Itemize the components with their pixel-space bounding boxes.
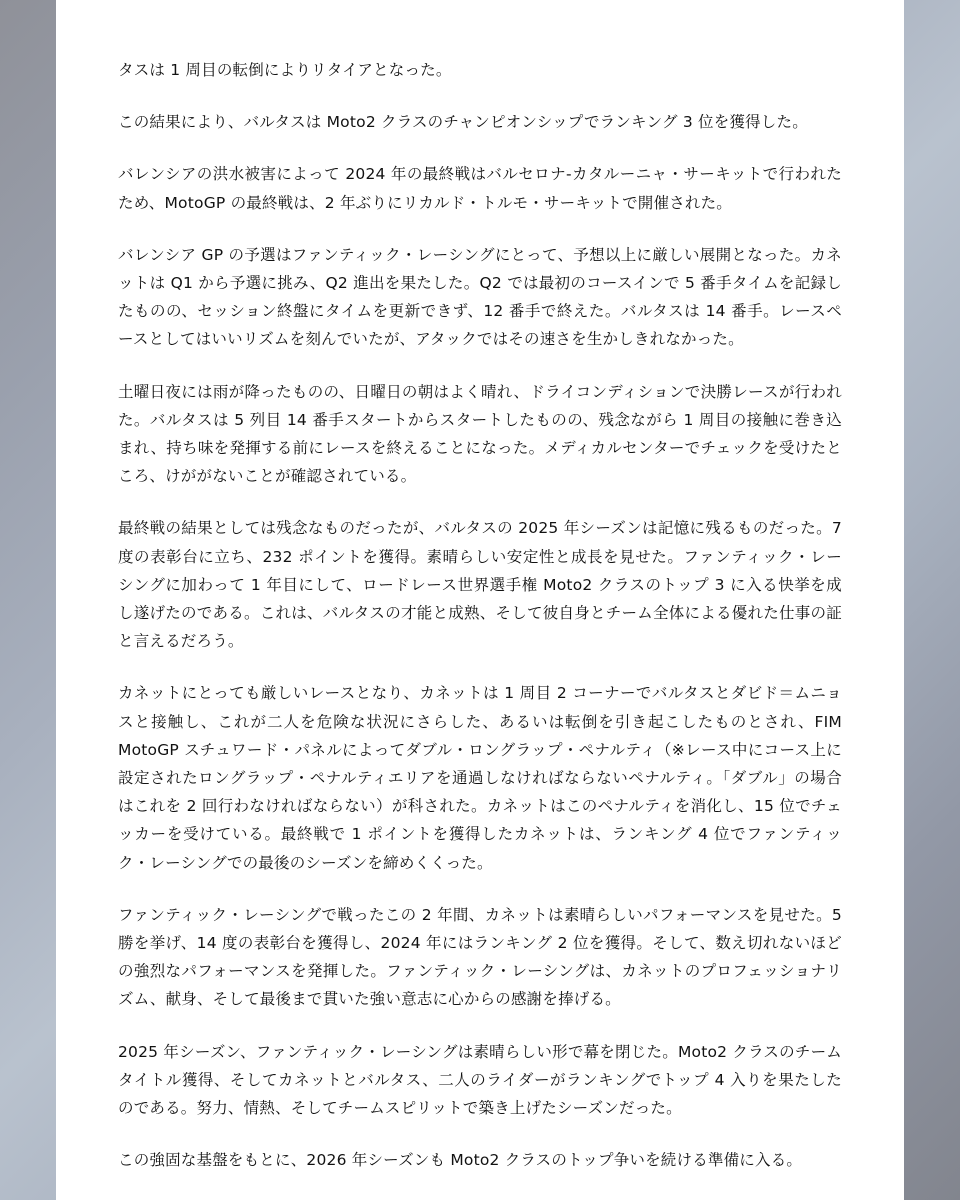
paragraph: 最終戦の結果としては残念なものだったが、バルタスの 2025 年シーズンは記憶に残るものだった。7 度の表彰台に立ち、232 ポイントを獲得。素晴らしい安定性と成長を見せた。ファンティック・レーシングに加わって 1 年目にして、ロードレース世界選手権 Moto2 クラスのトップ 3 に入る快挙を成し遂げたのである。これは、バルタスの才能と成熟、そして彼自身とチーム全体による優れた仕事の証と言えるだろう。	[118, 519, 842, 651]
paragraph: タスは 1 周目の転倒によりリタイアとなった。	[118, 61, 452, 79]
paragraph: この結果により、バルタスは Moto2 クラスのチャンピオンシップでランキング 3 位を獲得した。	[118, 113, 808, 132]
paragraph: バレンシアの洪水被害によって 2024 年の最終戦はバルセロナ-カタルーニャ・サーキットで行われたため、MotoGP の最終戦は、2 年ぶりにリカルド・トルモ・サーキットで開催された。	[118, 165, 842, 212]
paragraph: カネットにとっても厳しいレースとなり、カネットは 1 周目 2 コーナーでバルタスとダビド＝ムニョスと接触し、これが二人を危険な状況にさらした、あるいは転倒を引き起こしたものとされ、FIM MotoGP スチュワード・パネルによってダブル・ロングラップ・ペナルティ（※レース中にコース上に設定されたロングラップ・ペナルティエリアを通過しなければならないペナルティ。「ダブル」の場合はこれを 2 回行わなければならない）が科された。カネットはこのペナルティを消化し、15 位でチェッカーを受けている。最終戦で 1 ポイントを獲得したカネットは、ランキング 4 位でファンティック・レーシングでの最後のシーズンを締めくくった。	[118, 684, 842, 872]
paragraph: 2025 年シーズン、ファンティック・レーシングは素晴らしい形で幕を閉じた。Moto2 クラスのチームタイトル獲得、そしてカネットとバルタス、二人のライダーがランキングでトップ 4 入りを果たしたのである。努力、情熱、そしてチームスピリットで築き上げたシーズンだった。	[118, 1042, 842, 1118]
paragraph: ファンティック・レーシングで戦ったこの 2 年間、カネットは素晴らしいパフォーマンスを見せた。5 勝を挙げ、14 度の表彰台を獲得し、2024 年にはランキング 2 位を獲得。そして、数え切れないほどの強烈なパフォーマンスを発揮した。ファンティック・レーシングは、カネットのプロフェッショナリズム、献身、そして最後まで貫いた強い意志に心からの感謝を捧げる。	[118, 905, 842, 1009]
document-body	[56, 0, 904, 1175]
paragraph: この強固な基盤をもとに、2026 年シーズンも Moto2 クラスのトップ争いを続ける準備に入る。	[118, 1151, 803, 1170]
paragraph: 土曜日夜には雨が降ったものの、日曜日の朝はよく晴れ、ドライコンディションで決勝レースが行われた。バルタスは 5 列目 14 番手スタートからスタートしたものの、残念ながら 1 周目の接触に巻き込まれ、持ち味を発揮する前にレースを終えることになった。メディカルセンターでチェックを受けたところ、けががないことが確認されている。	[118, 382, 842, 486]
paragraph: バレンシア GP の予選はファンティック・レーシングにとって、予想以上に厳しい展開となった。カネットは Q1 から予選に挑み、Q2 進出を果たした。Q2 では最初のコースインで 5 番手タイムを記録したものの、セッション終盤にタイムを更新できず、12 番手で終えた。バルタスは 14 番手。レースペースとしてはいいリズムを刻んでいたが、アタックではその速さを生かしきれなかった。	[118, 245, 842, 349]
document-page	[56, 0, 904, 1200]
